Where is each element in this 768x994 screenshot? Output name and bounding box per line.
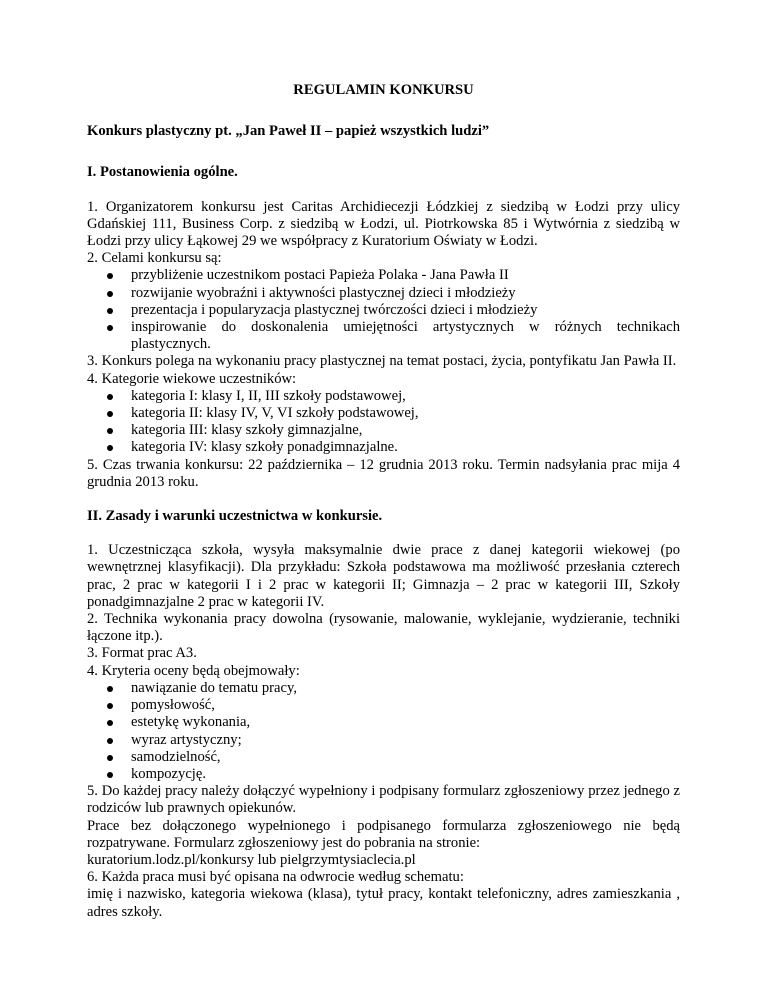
list-item: estetykę wykonania, [87, 714, 680, 731]
list-item: kategoria I: klasy I, II, III szkoły podstawowej, [87, 388, 680, 405]
section-2-heading: II. Zasady i warunki uczestnictwa w konkursie. [87, 508, 383, 525]
criteria-list [87, 680, 680, 783]
bullet-icon [107, 273, 113, 279]
section-2-paragraph-4: 4. Kryteria oceny będą obejmowały: [87, 662, 300, 679]
list-item: przybliżenie uczestnikom postaci Papieża Polaka - Jana Pawła II [87, 267, 680, 284]
section-1-paragraph-5: 5. Czas trwania konkursu: 22 października – 12 grudnia 2013 roku. Termin nadsyłania prac mija 4 grudnia 2013 roku. [87, 456, 680, 490]
list-item: rozwijanie wyobraźni i aktywności plastycznej dzieci i młodzieży [87, 285, 680, 302]
list-item: nawiązanie do tematu pracy, [87, 680, 680, 697]
bullet-icon [107, 772, 113, 778]
bullet-icon [107, 703, 113, 709]
bullet-icon [107, 445, 113, 451]
bullet-icon [107, 755, 113, 761]
form-download-link-text: kuratorium.lodz.pl/konkursy lub pielgrzymtysiaclecia.pl [87, 851, 416, 868]
document-title: REGULAMIN KONKURSU [293, 82, 474, 98]
goals-list [87, 267, 680, 353]
section-2-paragraph-2: 2. Technika wykonania pracy dowolna (rysowanie, malowanie, wyklejanie, wydzieranie, techniki łączone itp.). [87, 611, 680, 645]
bullet-icon [107, 291, 113, 297]
list-item: kompozycję. [87, 766, 680, 783]
section-2-paragraph-5: 5. Do każdej pracy należy dołączyć wypełniony i podpisany formularz zgłoszeniowy przez jednego z rodziców lub prawnych opiekunów. [87, 783, 680, 817]
categories-list [87, 388, 680, 457]
section-1-paragraph-1: 1. Organizatorem konkursu jest Caritas Archidiecezji Łódzkiej z siedzibą w Łodzi przy ulicy Gdańskiej 111, Business Corp. z siedzibą w Łodzi, ul. Piotrkowska 85 i Wytwórnia z siedzibą w Łodzi przy ulicy Łąkowej 29 we współpracy z Kuratorium Oświaty w Łodzi. [87, 198, 680, 250]
bullet-icon [107, 428, 113, 434]
bullet-icon [107, 325, 113, 331]
list-item: kategoria II: klasy IV, V, VI szkoły podstawowej, [87, 405, 680, 422]
list-item: prezentacja i popularyzacja plastycznej twórczości dzieci i młodzieży [87, 302, 680, 319]
bullet-icon [107, 720, 113, 726]
section-2-paragraph-8: imię i nazwisko, kategoria wiekowa (klasa), tytuł pracy, kontakt telefoniczny, adres zamieszkania , adres szkoły. [87, 886, 680, 920]
list-item: samodzielność, [87, 749, 680, 766]
list-item: wyraz artystyczny; [87, 732, 680, 749]
document-subtitle: Konkurs plastyczny pt. „Jan Paweł II – papież wszystkich ludzi” [87, 123, 490, 140]
section-2-paragraph-6a: Prace bez dołączonego wypełnionego i podpisanego formularza zgłoszeniowego nie będą rozpatrywane. Formularz zgłoszeniowy jest do pobrania na stronie: [87, 817, 680, 851]
list-item: inspirowanie do doskonalenia umiejętności artystycznych w różnych technikach plastycznych. [87, 319, 680, 353]
section-1-heading: I. Postanowienia ogólne. [87, 164, 238, 181]
section-2-paragraph-1: 1. Uczestnicząca szkoła, wysyła maksymalnie dwie prace z danej kategorii wiekowej (po wewnętrznej klasyfikacji). Dla przykładu: Szkoła podstawowa ma możliwość przesłania czterech prac, 2 prac w kategorii I i 2 prac w kategorii II; Gimnazja – 2 prac w kategorii III, Szkoły ponadgimnazjalne 2 prac w kategorii IV. [87, 542, 680, 610]
bullet-icon [107, 308, 113, 314]
section-2-paragraph-7: 6. Każda praca musi być opisana na odwrocie według schematu: [87, 869, 464, 886]
bullet-icon [107, 738, 113, 744]
bullet-icon [107, 411, 113, 417]
bullet-icon [107, 686, 113, 692]
section-1-paragraph-2: 2. Celami konkursu są: [87, 250, 222, 267]
list-item: kategoria III: klasy szkoły gimnazjalne, [87, 422, 680, 439]
bullet-icon [107, 394, 113, 400]
section-1-paragraph-3: 3. Konkurs polega na wykonaniu pracy plastycznej na temat postaci, życia, pontyfikatu Jan Pawła II. [87, 353, 677, 370]
section-1-paragraph-4: 4. Kategorie wiekowe uczestników: [87, 370, 297, 387]
section-2-paragraph-3: 3. Format prac A3. [87, 645, 197, 662]
list-item: kategoria IV: klasy szkoły ponadgimnazjalne. [87, 439, 680, 456]
list-item: pomysłowość, [87, 697, 680, 714]
